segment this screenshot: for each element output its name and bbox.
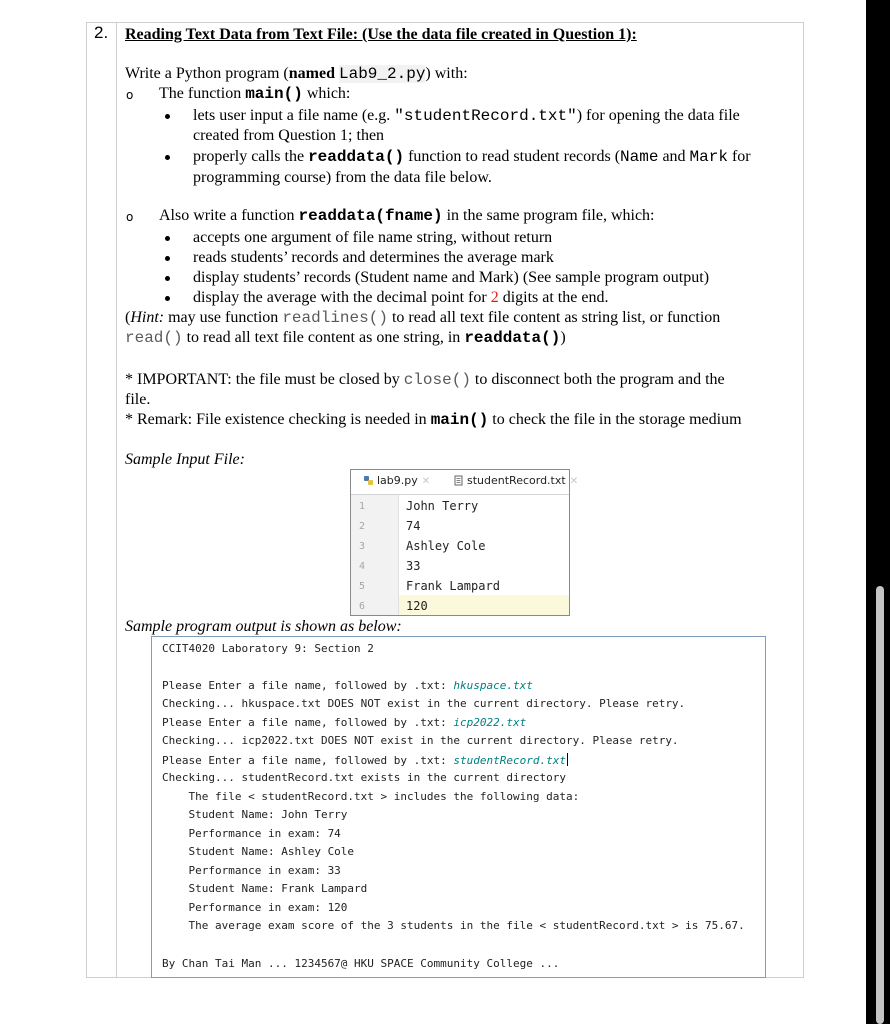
readdata-function-name: readdata() [308, 148, 405, 166]
text-cursor [567, 753, 568, 766]
main-lead-text-end: which: [302, 85, 351, 102]
example-filename: "studentRecord.txt" [394, 107, 577, 125]
important-line-2: file. [125, 391, 151, 408]
text-file-icon [453, 475, 464, 486]
bullet-dot [165, 296, 170, 301]
bullet-dot [165, 155, 170, 160]
main-b1-text-end: ) for opening the data file [576, 107, 740, 124]
readdata-lead-text: Also write a function [159, 207, 299, 224]
hint-open-paren: ( [125, 309, 131, 326]
main-b2-text: properly calls the [193, 148, 309, 165]
main-b1-text: lets user input a file name (e.g. [193, 107, 395, 124]
ide-line-number: 4 [358, 561, 366, 572]
readdata-function-ref: readdata() [464, 329, 561, 347]
remark-text-2: to check the file in the storage medium [488, 411, 742, 428]
bullet-dot [165, 276, 170, 281]
console-line: Student Name: Ashley Cole [162, 845, 355, 858]
decimal-digits-number: 2 [490, 289, 499, 306]
program-filename: Lab9_2.py [339, 65, 426, 83]
ide-line-gutter [351, 495, 399, 615]
console-prompt: Please Enter a file name, followed by .txt: [162, 679, 454, 692]
ide-tab-label: studentRecord.txt [467, 474, 566, 487]
important-text-1: * IMPORTANT: the file must be closed by [125, 371, 404, 388]
field-name-label: Name [620, 148, 659, 166]
sample-input-label: Sample Input File: [125, 451, 245, 468]
hint-line-1 [125, 308, 720, 328]
console-output-image [151, 636, 766, 978]
main-function-ref: main() [430, 411, 489, 429]
close-function: close() [403, 371, 471, 389]
main-b2-text-mid: function to read student records ( [404, 148, 621, 165]
ide-code-line: 74 [406, 519, 421, 533]
main-bullet-1-line-2: created from Question 1; then [193, 127, 385, 144]
console-line [162, 716, 526, 729]
main-function-lead [159, 84, 350, 104]
console-user-input: studentRecord.txt [453, 754, 566, 767]
readdata-bullet-1: accepts one argument of file name string, without return [193, 229, 553, 246]
intro-text: Write a Python program ( [125, 65, 289, 82]
main-bullet-1-line-1 [193, 106, 740, 126]
console-header: CCIT4020 Laboratory 9: Section 2 [162, 642, 374, 655]
main-bullet-2-line-2: programming course) from the data file below. [193, 169, 492, 186]
hint-line-2 [125, 328, 566, 348]
intro-text-end: ) with: [425, 65, 468, 82]
ide-code-line: 120 [406, 599, 428, 613]
ide-editor-image [350, 469, 579, 616]
important-line-1 [125, 370, 725, 390]
hint-text-1: may use function [164, 309, 283, 326]
ide-line-number: 6 [358, 601, 366, 612]
console-line: Performance in exam: 33 [162, 864, 341, 877]
console-line: Checking... hkuspace.txt DOES NOT exist in the current directory. Please retry. [162, 697, 686, 710]
table-column-divider [116, 22, 117, 978]
field-mark-label: Mark [689, 148, 728, 166]
main-b2-for: for [727, 148, 751, 165]
scrollbar-thumb[interactable] [876, 586, 884, 1024]
ide-tab-lab9 [363, 474, 430, 487]
hint-text-3: to read all text file content as one string, in [182, 329, 465, 346]
console-line [162, 679, 533, 692]
console-line: Student Name: John Terry [162, 808, 348, 821]
readdata-b4-text: display the average with the decimal point for [193, 289, 491, 306]
console-line: The file < studentRecord.txt > includes the following data: [162, 790, 580, 803]
console-prompt: Please Enter a file name, followed by .txt: [162, 754, 454, 767]
readdata-signature: readdata(fname) [298, 207, 443, 225]
sample-output-label: Sample program output is shown as below: [125, 618, 402, 635]
hint-label: Hint: [130, 309, 165, 326]
ide-tab-label: lab9.py [377, 474, 418, 487]
list-circle-marker: o [126, 88, 134, 102]
hint-close-paren: ) [560, 329, 566, 346]
close-icon: ✕ [421, 476, 431, 487]
ide-line-number: 2 [358, 521, 366, 532]
console-line: Performance in exam: 74 [162, 827, 341, 840]
remark-line [125, 410, 742, 430]
ide-code-line: Frank Lampard [406, 579, 500, 593]
readdata-bullet-2: reads students’ records and determines the average mark [193, 249, 554, 266]
console-footer: By Chan Tai Man ... 1234567@ HKU SPACE Community College ... [162, 957, 560, 970]
main-bullet-2-line-1 [193, 147, 751, 167]
console-line [162, 753, 568, 767]
readdata-b4-text-end: digits at the end. [498, 289, 609, 306]
close-icon: ✕ [569, 476, 579, 487]
ide-line-number: 5 [358, 581, 366, 592]
console-line: The average exam score of the 3 students in the file < studentRecord.txt > is 75.67. [162, 919, 745, 932]
readdata-bullet-4 [193, 288, 608, 308]
important-text-2: to disconnect both the program and the [470, 371, 725, 388]
ide-code-line: John Terry [406, 499, 479, 513]
list-circle-marker: o [126, 210, 134, 224]
ide-code-line: Ashley Cole [406, 539, 486, 553]
readlines-function: readlines() [282, 309, 388, 327]
read-function: read() [125, 329, 183, 347]
ide-line-number: 3 [358, 541, 366, 552]
console-user-input: hkuspace.txt [453, 679, 533, 692]
ide-tab-bar [351, 470, 579, 495]
remark-text-1: * Remark: File existence checking is needed in [125, 411, 431, 428]
ide-code-line: 33 [406, 559, 421, 573]
question-title: Reading Text Data from Text File: (Use the data file created in Question 1): [125, 26, 637, 43]
console-line: Performance in exam: 120 [162, 901, 348, 914]
console-user-input: icp2022.txt [453, 716, 527, 729]
console-line: Checking... icp2022.txt DOES NOT exist in the current directory. Please retry. [162, 734, 679, 747]
ide-tab-studentrecord [453, 474, 578, 487]
readdata-lead-text-end: in the same program file, which: [442, 207, 655, 224]
main-function-name: main() [245, 85, 303, 103]
console-line: Student Name: Frank Lampard [162, 882, 368, 895]
bullet-dot [165, 114, 170, 119]
bullet-dot [165, 236, 170, 241]
console-prompt: Please Enter a file name, followed by .txt: [162, 716, 454, 729]
python-file-icon [363, 475, 374, 486]
hint-text-2: to read all text file content as string list, or function [387, 309, 721, 326]
intro-line [125, 64, 468, 84]
main-b2-and: and [658, 148, 690, 165]
main-lead-text: The function [159, 85, 246, 102]
ide-line-number: 1 [358, 501, 366, 512]
question-number: 2. [94, 23, 109, 42]
intro-named: named [288, 65, 335, 82]
readdata-bullet-3: display students’ records (Student name and Mark) (See sample program output) [193, 269, 710, 286]
console-line: Checking... studentRecord.txt exists in the current directory [162, 771, 566, 784]
bullet-dot [165, 256, 170, 261]
readdata-function-lead [159, 206, 655, 226]
